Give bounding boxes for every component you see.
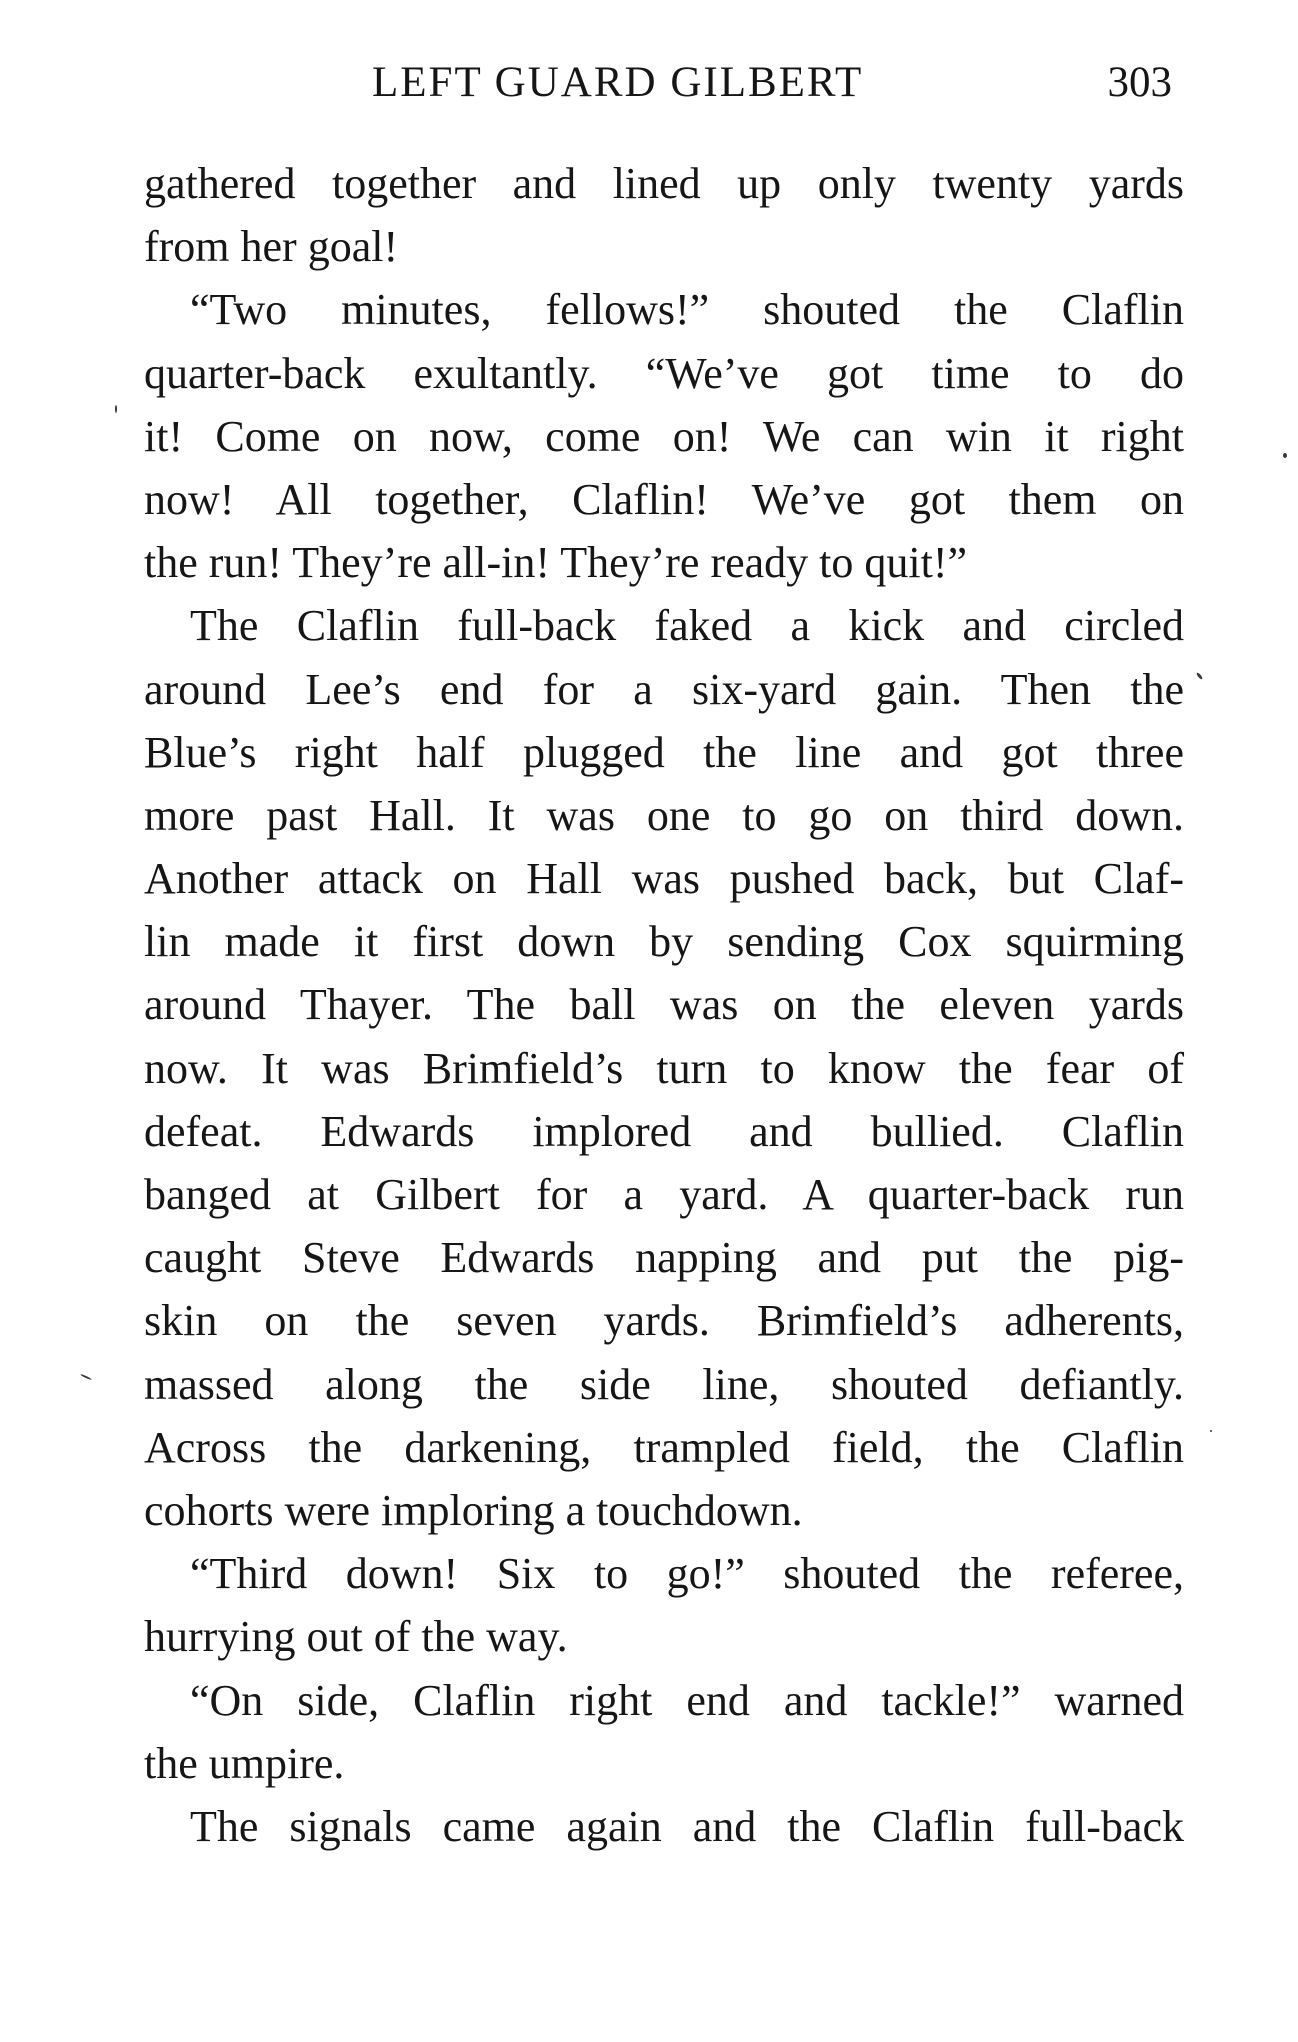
text-line: The Claflin full-back faked a kick and circled bbox=[190, 601, 1184, 651]
scan-speck bbox=[80, 1374, 92, 1381]
text-line: more past Hall. It was one to go on third down. bbox=[144, 790, 1184, 840]
text-line: skin on the seven yards. Brimfield’s adherents, bbox=[144, 1296, 1184, 1346]
scan-speck bbox=[115, 405, 117, 413]
text-line: “On side, Claflin right end and tackle!” warned bbox=[190, 1675, 1184, 1725]
text-line: now! All together, Claflin! We’ve got them on bbox=[144, 474, 1184, 524]
text-line: lin made it first down by sending Cox squirming bbox=[144, 917, 1184, 967]
text-line: defeat. Edwards implored and bullied. Claflin bbox=[144, 1106, 1184, 1156]
text-line: massed along the side line, shouted defiantly. bbox=[144, 1359, 1184, 1409]
scan-speck bbox=[1210, 1430, 1212, 1432]
running-head bbox=[144, 58, 1184, 118]
text-line: caught Steve Edwards napping and put the pig- bbox=[144, 1233, 1184, 1283]
text-line: Across the darkening, trampled field, the Claflin bbox=[144, 1422, 1184, 1472]
text-line: hurrying out of the way. bbox=[144, 1612, 568, 1662]
text-line: around Thayer. The ball was on the eleven yards bbox=[144, 980, 1184, 1030]
text-line: Blue’s right half plugged the line and got three bbox=[144, 727, 1184, 777]
scan-speck bbox=[1283, 453, 1287, 458]
text-line: now. It was Brimfield’s turn to know the fear of bbox=[144, 1043, 1184, 1093]
text-line: it! Come on now, come on! We can win it right bbox=[144, 411, 1184, 461]
page-number: 303 bbox=[1107, 59, 1172, 106]
text-line: the run! They’re all-in! They’re ready to quit!” bbox=[144, 538, 968, 588]
text-line: “Two minutes, fellows!” shouted the Claflin bbox=[190, 285, 1184, 335]
text-line: The signals came again and the Claflin full-back bbox=[190, 1801, 1184, 1851]
text-line: from her goal! bbox=[144, 222, 399, 272]
text-line: “Third down! Six to go!” shouted the referee, bbox=[190, 1549, 1184, 1599]
text-line: cohorts were imploring a touchdown. bbox=[144, 1485, 803, 1535]
text-line: quarter-back exultantly. “We’ve got time to do bbox=[144, 348, 1184, 398]
text-line: banged at Gilbert for a yard. A quarter-back run bbox=[144, 1170, 1184, 1219]
scan-speck bbox=[1196, 672, 1203, 680]
text-line: around Lee’s end for a six-yard gain. Then the bbox=[144, 664, 1184, 714]
body-text bbox=[144, 152, 1184, 1858]
running-title: LEFT GUARD GILBERT bbox=[372, 59, 864, 106]
text-line: Another attack on Hall was pushed back, but Claf- bbox=[144, 854, 1184, 904]
text-line: gathered together and lined up only twenty yards bbox=[144, 159, 1184, 208]
text-line: the umpire. bbox=[144, 1738, 345, 1788]
